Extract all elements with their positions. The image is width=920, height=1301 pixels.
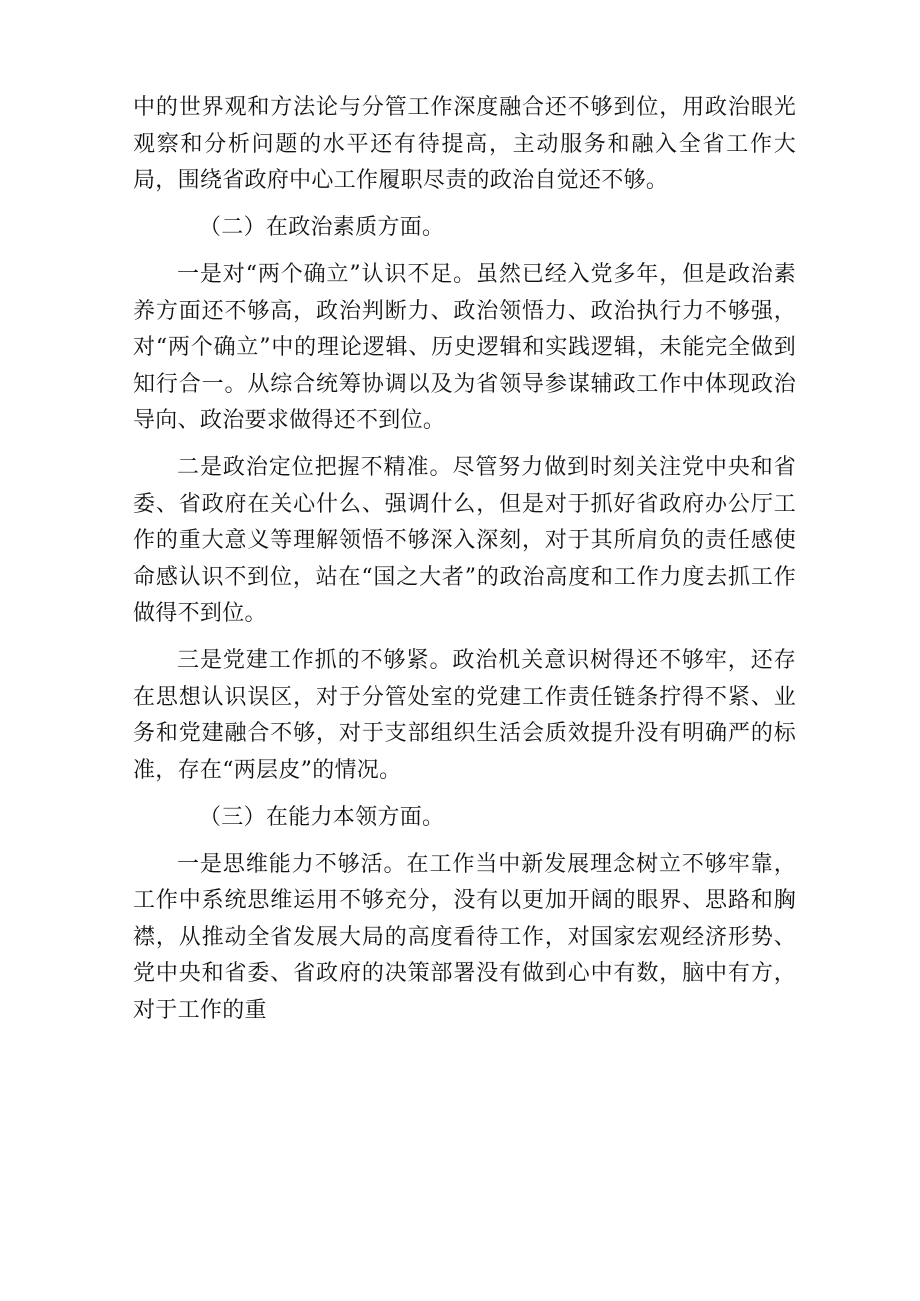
paragraph-continuation: 中的世界观和方法论与分管工作深度融合还不够到位，用政治眼光观察和分析问题的水平还有待提高，主动服务和融入全省工作大局，围绕省政府中心工作履职尽责的政治自觉还不够。 xyxy=(133,95,796,193)
document-body xyxy=(133,90,796,1040)
paragraph-two-establishments: 一是对“两个确立”认识不足。虽然已经入党多年，但是政治素养方面还不够高，政治判断力、政治领悟力、政治执行力不够强，对“两个确立”中的理论逻辑、历史逻辑和实践逻辑，未能完全做到知行合一。从综合统筹协调以及为省领导参谋辅政工作中体现政治导向、政治要求做得还不到位。 xyxy=(133,262,796,433)
section-heading-ability: （三）在能力本领方面。 xyxy=(199,804,445,830)
paragraph-thinking-ability: 一是思维能力不够活。在工作当中新发展理念树立不够牢靠，工作中系统思维运用不够充分，没有以更加开阔的眼界、思路和胸襟，从推动全省发展大局的高度看待工作，对国家宏观经济形势、党中央和省委、省政府的决策部署没有做到心中有数，脑中有方，对于工作的重 xyxy=(133,851,796,1023)
paragraph-party-building: 三是党建工作抓的不够紧。政治机关意识树得还不够牢，还存在思想认识误区，对于分管处室的党建工作责任链条拧得不紧、业务和党建融合不够，对于支部组织生活会质效提升没有明确严的标准，存在“两层皮”的情况。 xyxy=(133,648,796,783)
paragraph-political-positioning: 二是政治定位把握不精准。尽管努力做到时刻关注党中央和省委、省政府在关心什么、强调什么，但是对于抓好省政府办公厅工作的重大意义等理解领悟不够深入深刻，对于其所肩负的责任感使命感认识不到位，站在“国之大者”的政治高度和工作力度去抓工作做得不到位。 xyxy=(133,455,796,626)
section-heading-political-quality: （二）在政治素质方面。 xyxy=(199,215,445,240)
